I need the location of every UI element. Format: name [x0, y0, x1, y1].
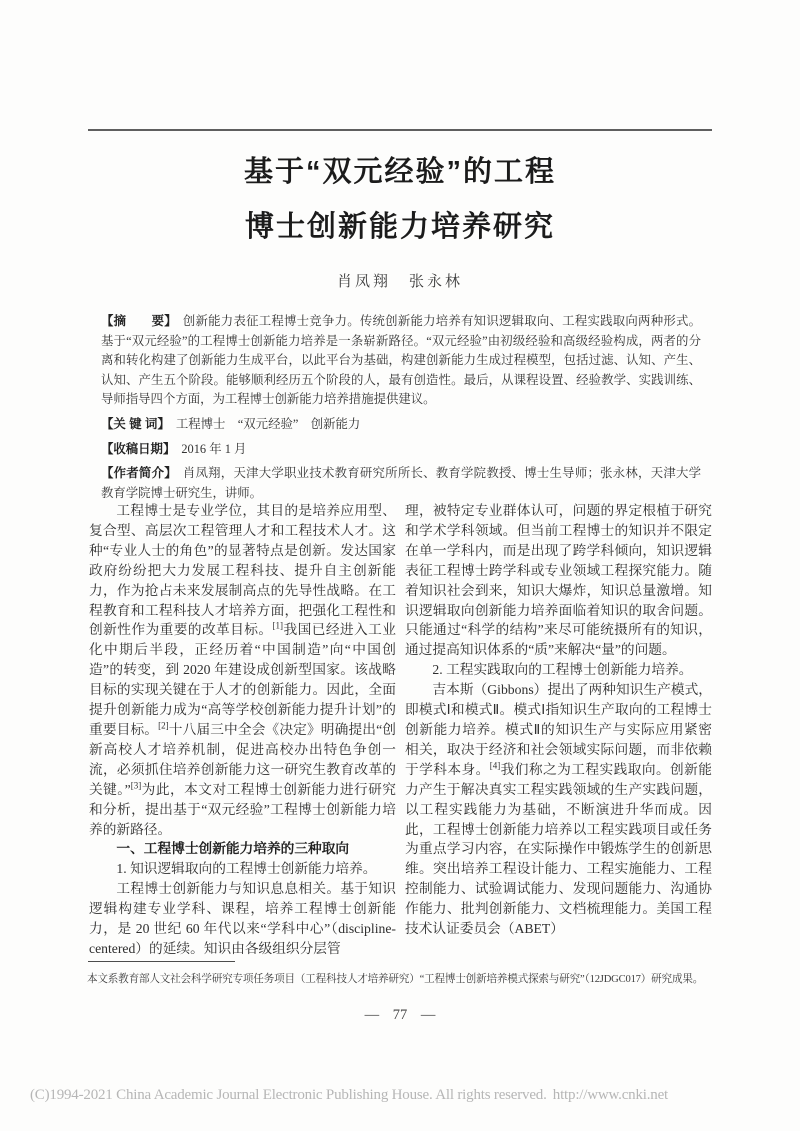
footnote-text: 本文系教育部人文社会科学研究专项任务项目（工程科技人才培养研究）“工程博士创新培养模式探索与研究”（12JDGC017）研究成果。 [87, 974, 704, 985]
section-heading: 一、工程博士创新能力培养的三种取向 [116, 841, 350, 857]
bio-label: 【作者简介】 [101, 466, 177, 481]
keywords-text: 工程博士 “双元经验” 创新能力 [175, 416, 361, 431]
keywords [101, 415, 701, 435]
received-label: 【收稿日期】 [101, 441, 176, 456]
bio-text: 肖凤翔，天津大学职业技术教育研究所所长、教育学院教授、博士生导师；张永林，天津大学教育学院博士研究生，讲师。 [101, 466, 702, 500]
received-date [101, 440, 701, 460]
authors: 肖凤翔 张永林 [336, 274, 463, 290]
abstract-label: 【摘 要】 [101, 314, 177, 328]
article-title-line-1: 基于“双元经验”的工程 [243, 156, 556, 188]
footer-copyright: (C)1994-2021 China Academic Journal Electronic Publishing House. All rights reserved. [30, 1087, 547, 1103]
author-bio [101, 464, 701, 503]
body-paragraph: 工程博士创新能力与知识息息相关。基于知识逻辑构建专业学科、课程，培养工程博士创新能力，是 20 世纪 60 年代以来“学科中心”（discipline-centered）的延续。知识由各级组织分层管 [89, 881, 396, 956]
received-text: 2016 年 1 月 [181, 441, 247, 456]
footer-url: http://www.cnki.net [552, 1087, 668, 1103]
article-title-line-2: 博士创新能力培养研究 [244, 211, 555, 243]
footnote-rule [88, 961, 235, 962]
body-paragraph: 吉本斯（Gibbons）提出了两种知识生产模式，即模式Ⅰ和模式Ⅱ。模式Ⅰ指知识生产取向的工程博士创新能力培养。模式Ⅱ的知识生产与实际应用紧密相关，取决于经济和社会领域实际问题，而非依赖于学科本身。[4]我们称之为工程实践取向。创新能力产生于解决真实工程实践领域的生产实践问题，以工程实践能力为基础，不断演进升华而成。因此，工程博士创新能力培养以工程实践项目或任务为重点学习内容，在实际操作中锻炼学生的创新思维。突出培养工程设计能力、工程实施能力、工程控制能力、试验调试能力、发现问题能力、沟通协作能力、批判创新能力、文档梳理能力。美国工程技术认证委员会（ABET） [405, 682, 712, 937]
front-matter [101, 312, 701, 503]
page-number: — 77 — [364, 1007, 436, 1023]
body-paragraph: 工程博士是专业学位，其目的是培养应用型、复合型、高层次工程管理人才和工程技术人才。这种“专业人士的角色”的显著特点是创新。发达国家政府纷纷把大力发展工程科技、提升自主创新能力，作为抢占未来发展制高点的先导性战略。在工程教育和工程科技人才培养方面，把强化工程性和创新性作为重要的改革目标。[1]我国已经进入工业化中期后半段，正经历着“中国制造”向“中国创造”的转变，到 2020 年建设成创新型国家。该战略目标的实现关键在于人才的创新能力。因此，全面提升创新能力成为“高等学校创新能力提升计划”的重要目标。[2]十八届三中全会《决定》明确提出“创新高校人才培养机制，促进高校办出特色争创一流，必须抓住培养创新能力这一研究生教育改革的关键。”[3]为此，本文对工程博士创新能力进行研究和分析，提出基于“双元经验”工程博士创新能力培养的新路径。 [89, 503, 396, 837]
body-paragraph: 1. 知识逻辑取向的工程博士创新能力培养。 [116, 861, 377, 877]
left-column [89, 501, 396, 959]
body-paragraph: 2. 工程实践取向的工程博士创新能力培养。 [432, 662, 693, 678]
keywords-label: 【关 键 词】 [101, 416, 170, 431]
right-column [405, 501, 712, 959]
abstract-text: 创新能力表征工程博士竞争力。传统创新能力培养有知识逻辑取向、工程实践取向两种形式。基于“双元经验”的工程博士创新能力培养是一条崭新路径。“双元经验”由初级经验和高级经验构成，两者的分离和转化构建了创新能力生成平台，以此平台为基础，构建创新能力生成过程模型，包括过滤、认知、产生、认知、产生五个阶段。能够顺利经历五个阶段的人，最有创造性。最后，从课程设置、经验教学、实践训练、导师指导四个方面，为工程博士创新能力培养措施提供建议。 [101, 314, 702, 407]
viewer-footer [0, 1087, 800, 1104]
body-paragraph: 理，被特定专业群体认可，问题的界定根植于研究和学术学科领域。但当前工程博士的知识并不限定在单一学科内，而是出现了跨学科倾向，知识逻辑表征工程博士跨学科或专业领域工程探究能力。随着知识社会到来，知识大爆炸，知识总量激增。知识逻辑取向创新能力培养面临着知识的取舍问题。只能通过“科学的结构”来尽可能统摄所有的知识，通过提高知识体系的“质”来解决“量”的问题。 [405, 503, 712, 658]
header-rule [88, 129, 712, 131]
body-columns [89, 501, 712, 959]
abstract [101, 312, 701, 410]
